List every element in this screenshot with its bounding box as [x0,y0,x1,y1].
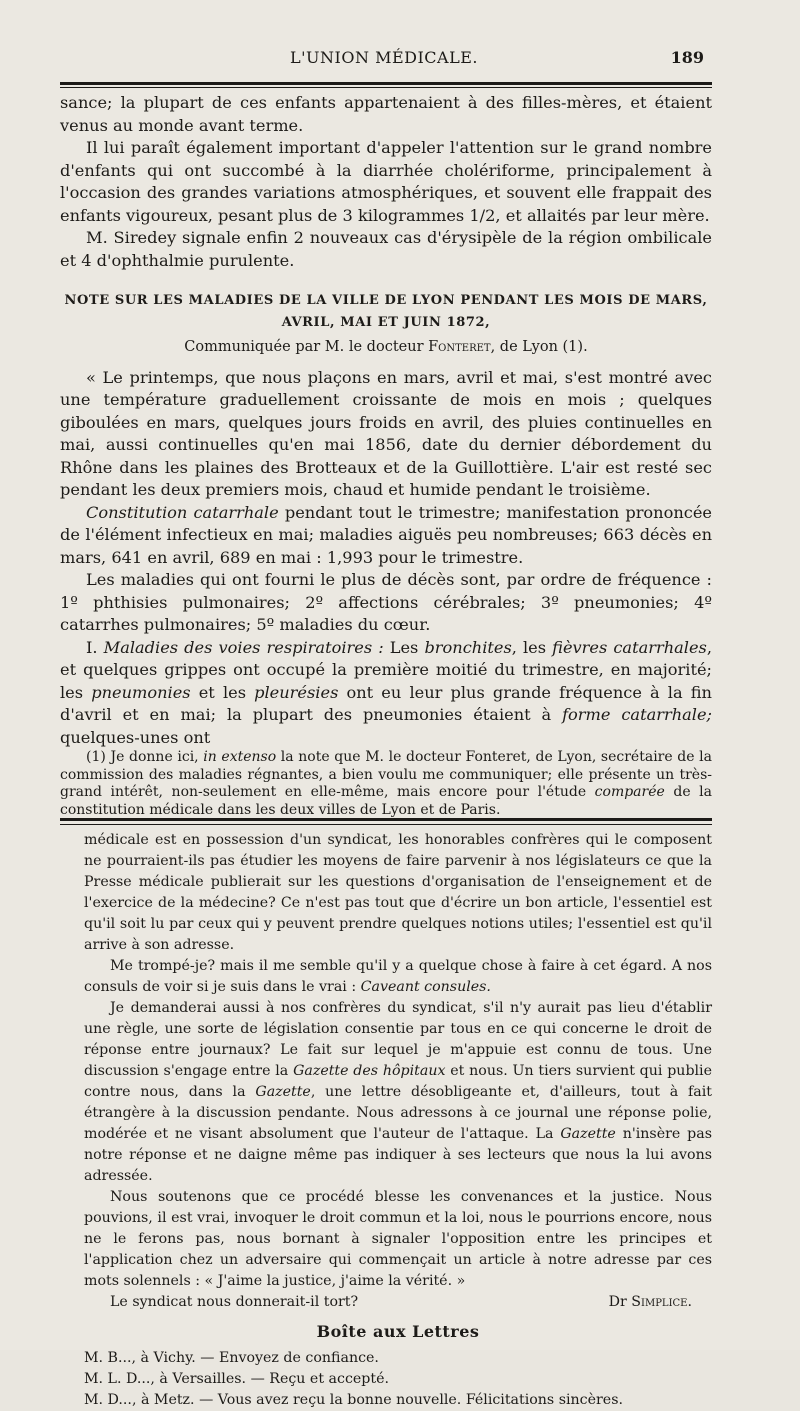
running-header [60,48,708,74]
footnote-emphasis-2: comparée [594,784,665,800]
p5-emphasis: Constitution catarrhale [86,502,279,522]
p5-text: pendant tout le trimestre; manifestation prononcée de l'élément infectieux en mai; maladies aiguës peu nombreuses; 663 décès en mars, 641 en avril, 689 en mai : 1,993 pour le trimestre. [60,502,712,567]
p7-emphasis-4: pneumonies [91,682,191,702]
s2-emphasis: Caveant consules. [360,979,491,995]
p7-part-d: , et quelques grippes ont occupé la première moitié du trimestre, en majorité; les [60,637,713,702]
section-rule [60,818,712,821]
closing-question: Le syndicat nous donnerait-il tort? [110,1294,359,1310]
signature-name: Simplice. [631,1294,692,1310]
letter-from: M. B..., à Vichy. [84,1350,196,1366]
footnote-part-a: (1) Je donne ici, [86,749,204,765]
letters-box [84,1348,712,1411]
s3-part-d: n'insère pas notre réponse et ne daigne même pas indiquer à ses lecteurs que nous la lui avons adressée. [84,1126,712,1184]
p7-part-b: Les [383,637,425,657]
footnote [60,749,712,819]
s3-emphasis-2: Gazette [255,1084,311,1100]
p7-emphasis-6: forme catarrhale; [562,705,712,724]
footnote-emphasis-1: in extenso [203,749,277,765]
byline-prefix: Communiquée par M. le docteur [184,339,424,355]
p7-part-f: ont eu leur plus grande fréquence à la fin d'avril et en mai; la plupart des pneumonies étaient à [60,682,712,724]
signature [583,1292,692,1313]
note-title [60,290,712,334]
s3-part-b: et nous. Un tiers survient qui publie contre nous, dans la [84,1063,712,1100]
p7-emphasis-1: Maladies des voies respiratoires : [103,637,384,657]
p7-part-c: , les [511,637,553,657]
note-title-line-2: AVRIL, MAI ET JUIN 1872, [281,315,491,330]
header-rule [60,82,712,85]
feuilleton-paragraph-1: médicale est en possession d'un syndicat, les honorables confrères qui le composent ne pourraient-ils pas étudier les moyens de faire parvenir à nos législateurs ce que la Presse médicale publierait sur les questions d'organisation de l'enseignement et de l'exercice de la médecine? Ce n'est pas tout que d'écrire un bon article, l'essentiel est qu'il soit lu par ceux qui y peuvent prendre quelques notions utiles; l'essentiel est qu'il arrive à son adresse. [84,832,712,953]
page-number: 189 [670,48,704,67]
journal-title: L'UNION MÉDICALE. [290,48,478,67]
s3-part-a: Je demanderai aussi à nos confrères du syndicat, s'il n'y aurait pas lieu d'établir une règle, une sorte de législation consentie par tous en ce qui concerne le droit de réponse entre journaux? Le fait sur lequel je m'appuie est connu de tous. Une discussion s'engage entre la [84,1000,712,1079]
s2-text: Me trompé-je? mais il me semble qu'il y a quelque chose à faire à cet égard. A nos consuls de voir si je suis dans le vrai : [84,958,712,995]
letter-item [84,1348,712,1369]
note-title-line-1: NOTE SUR LES MALADIES DE LA VILLE DE LYON PENDANT LES MOIS DE MARS, [64,293,708,308]
p7-part-a: I. [86,637,104,657]
main-column [60,92,712,819]
feuilleton-paragraph-4: Nous soutenons que ce procédé blesse les convenances et la justice. Nous pouvions, il est vrai, invoquer le droit commun et la loi, nous le pourrions encore, nous ne le ferons pas, nous bornant à signaler l'opposition entre les principes et l'application chez un adversaire qui commençait un article à notre adresse par ces mots solennels : « J'aime la justice, j'aime la vérité. » [84,1189,712,1289]
s3-part-c: , une lettre désobligeante et, d'ailleurs, tout à fait étrangère à la discussion pendante. Nous adressons à ce journal une réponse polie, modérée et ne visant absolument que l'auteur de l'attaque. La [84,1084,712,1142]
paragraph-2: Il lui paraît également important d'appeler l'attention sur le grand nombre d'enfants qui ont succombé à la diarrhée cholériforme, principalement à l'occasion des grandes variations atmosphériques, et souvent elle frappait des enfants vigoureux, pesant plus de 3 kilogrammes 1/2, et allaités par leur mère. [60,138,712,225]
feuilleton-closing [84,1292,712,1313]
byline-suffix: , de Lyon (1). [490,339,588,355]
paragraph-6: Les maladies qui ont fourni le plus de décès sont, par ordre de fréquence : 1º phthisies pulmonaires; 2º affections cérébrales; 3º pneumonies; 4º catarrhes pulmonaires; 5º maladies du cœur. [60,570,712,634]
byline-author: Fonteret [428,339,491,355]
signature-title: Dr [608,1294,627,1310]
paragraph-5 [60,502,712,570]
p7-emphasis-2: bronchites [424,637,512,657]
paragraph-1: sance; la plupart de ces enfants appartenaient à des filles-mères, et étaient venus au monde avant terme. [60,93,712,135]
feuilleton-paragraph-3 [84,998,712,1187]
s3-emphasis-1: Gazette des hôpitaux [293,1063,446,1079]
letter-text: — Vous avez reçu la bonne nouvelle. Félicitations sincères. [199,1392,623,1408]
feuilleton-column [84,830,712,1411]
letter-from: M. L. D..., à Versailles. [84,1371,247,1387]
paragraph-7 [60,637,712,750]
letter-text: — Envoyez de confiance. [200,1350,379,1366]
p7-part-e: et les [190,682,255,702]
paragraph-3: M. Siredey signale enfin 2 nouveaux cas d'érysipèle de la région ombilicale et 4 d'ophthalmie purulente. [60,228,712,270]
paragraph-4: « Le printemps, que nous plaçons en mars, avril et mai, s'est montré avec une température graduellement croissante de mois en mois ; quelques giboulées en mars, quelques jours froids en avril, des pluies continuelles en mai, aussi continuelles qu'en mai 1856, date du dernier débordement du Rhône dans les plaines des Brotteaux et de la Guillottière. L'air est resté sec pendant les deux premiers mois, chaud et humide pendant le troisième. [60,367,712,499]
letter-item [84,1369,712,1390]
p7-part-g: quelques-unes ont [60,727,211,747]
footnote-part-c: de la constitution médicale dans les deux villes de Lyon et de Paris. [60,784,712,818]
letters-box-title: Boîte aux Lettres [316,1322,480,1341]
letter-from: M. D..., à Metz. [84,1392,195,1408]
p7-emphasis-5: pleurésies [254,682,339,702]
note-byline [60,336,712,359]
letter-item [84,1390,712,1411]
p7-emphasis-3: fièvres catarrhales [552,637,707,657]
s3-emphasis-3: Gazette [560,1126,616,1142]
feuilleton-paragraph-2 [84,956,712,998]
footnote-part-b: la note que M. le docteur Fonteret, de Lyon, secrétaire de la commission des maladies régnantes, a bien voulu me communiquer; elle présente un très-grand intérêt, non-seulement en elle-même, mais encore pour l'étude [60,749,713,800]
letter-text: — Reçu et accepté. [250,1371,389,1387]
